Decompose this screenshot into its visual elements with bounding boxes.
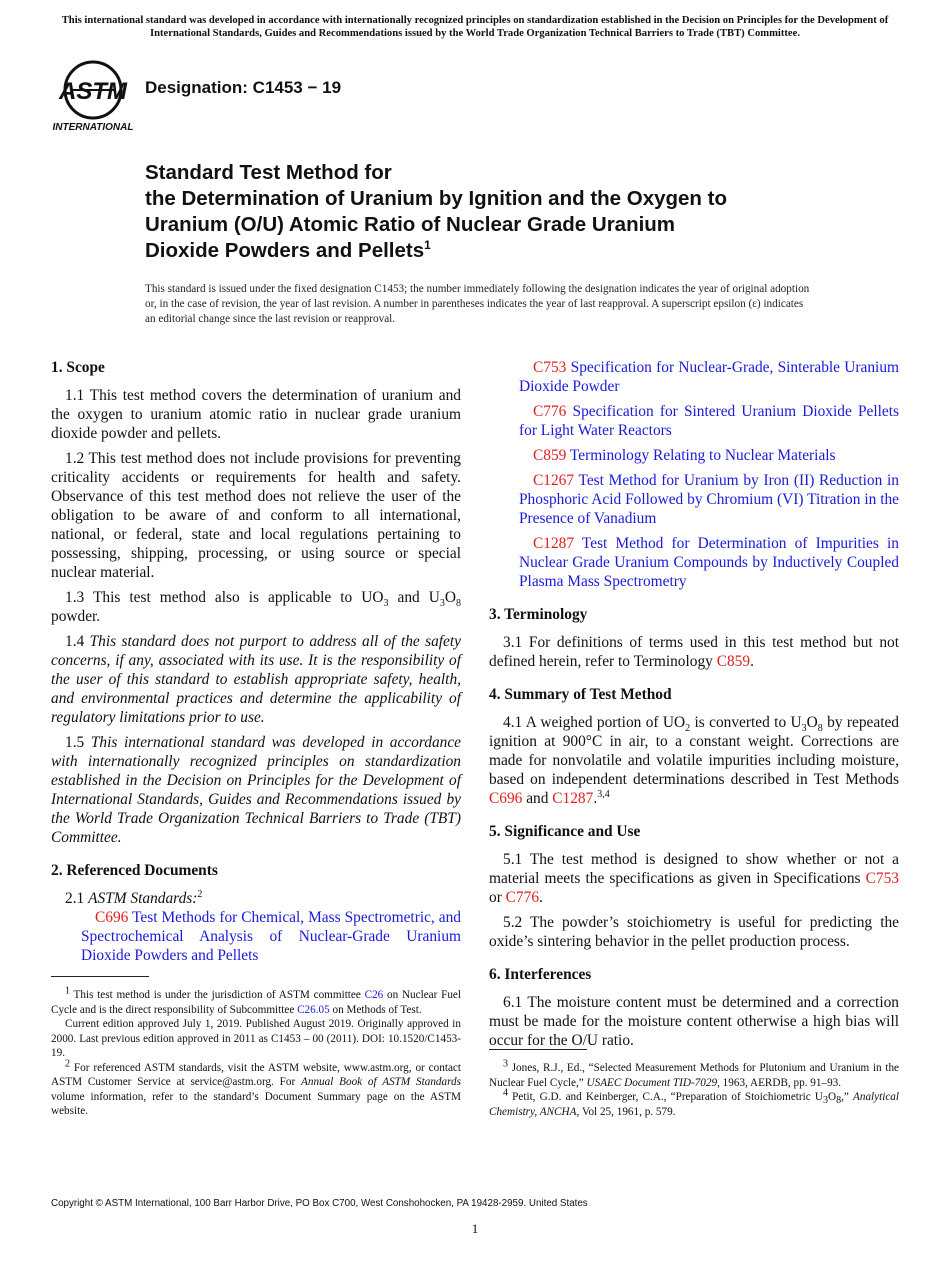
title-line-4-text: Dioxide Powders and Pellets xyxy=(145,239,425,262)
reference-c1267[interactable]: C1267 Test Method for Uranium by Iron (II) Reduction in Phosphoric Acid Followed by Chromium (VI) Titration in the Presence of Vanadium xyxy=(519,472,899,527)
page-number: 1 xyxy=(471,1221,479,1236)
international-standard-notice: This international standard was developed in accordance with internationally recognized principles on standardization established in the Decision on Principles for the Development of International Standards, Guides and Recommendations issued by the World Trade Organization Technical Barriers to Trade (TBT) Committee. xyxy=(61,15,889,39)
link-c696[interactable]: C696 xyxy=(489,790,523,807)
link-c753[interactable]: C753 xyxy=(865,870,899,887)
paragraph-5-2: 5.2 The powder’s stoichiometry is useful for predicting the oxide’s sintering behavior in the pellet production process. xyxy=(489,914,899,950)
title-line-1: Standard Test Method for xyxy=(145,161,392,184)
footnote-1-edition: Current edition approved July 1, 2019. Published August 2019. Originally approved in 2000. Last previous edition approved in 2011 as C1453 – 00 (2011). DOI: 10.1520/C1453-19. xyxy=(51,1018,461,1059)
footnote-2: $^2$ For referenced ASTM standards, visit the ASTM website, www.astm.org, or contact ASTM Customer Service at service@astm.org. For Annual Book of ASTM Standards volume information, refer to the standard’s Document Summary page on the ASTM website. xyxy=(51,1057,461,1117)
footnotes-right xyxy=(489,1058,899,1119)
right-column xyxy=(489,358,899,1056)
reference-c1287[interactable]: C1287 Test Method for Determination of Impurities in Nuclear Grade Uranium Compounds by Inductively Coupled Plasma Mass Spectrometry xyxy=(519,535,899,590)
paragraph-1-5: 1.5 This international standard was developed in accordance with internationally recognized principles on standardization established in the Decision on Principles for the Development of International Standards, Guides and Recommendations issued by the World Trade Organization Technical Barriers to Trade (TBT) Committee. xyxy=(51,734,461,846)
document-title xyxy=(145,160,865,264)
section-heading-interferences: 6. Interferences xyxy=(489,966,592,983)
paragraph-6-1: 6.1 The moisture content must be determined and a correction must be made for the moisture content otherwise a high bias will occur for the O/U ratio. xyxy=(489,994,899,1049)
reference-c753[interactable]: C753 Specification for Nuclear-Grade, Sinterable Uranium Dioxide Powder xyxy=(519,359,899,395)
paragraph-1-2: 1.2 This test method does not include provisions for preventing criticality accidents or requirements for health and safety. Observance of this test method does not relieve the user of the obligation to be aware of and conform to all international, national, or federal, state and local regulations pertaining to possessing, shipping, processing, or using source or special nuclear material. xyxy=(51,450,461,581)
link-c859[interactable]: C859 xyxy=(716,653,751,670)
paragraph-1-3: 1.3 This test method also is applicable to $UO_3$ and $U_3O_8$ powder. xyxy=(51,589,461,625)
section-heading-referenced-documents: 2. Referenced Documents xyxy=(51,862,218,879)
footnote-divider-right xyxy=(489,1049,587,1050)
logo-text: ASTM xyxy=(59,78,127,105)
left-column xyxy=(51,358,461,971)
designation: Designation: C1453 − 19 xyxy=(145,78,342,97)
reference-c859[interactable]: C859 Terminology Relating to Nuclear Materials xyxy=(533,447,836,464)
standard-designation-note: This standard is issued under the fixed designation C1453; the number immediately following the designation indicates the year of original adoption or, in the case of revision, the year of last revision. A number in parentheses indicates the year of last reapproval. A superscript epsilon (ε) indicates an editorial change since the last revision or reapproval. xyxy=(145,283,810,325)
paragraph-4-1: 4.1 A weighed portion of $UO_2$ is converted to $U_3O_8$ by repeated ignition at 900°C in air, to a constant weight. Corrections are made for nonvolatile and volatile impurities including moisture, based on independent determinations described in Test Methods C696 and C1287.$^{3,4}$ xyxy=(489,714,900,807)
link-c1287[interactable]: C1287 xyxy=(552,790,594,807)
section-heading-scope: 1. Scope xyxy=(51,359,105,376)
paragraph-1-1: 1.1 This test method covers the determination of uranium and the oxygen to uranium atomic ratio in nuclear grade uranium dioxide powder and pellets. xyxy=(51,387,461,442)
footnote-divider xyxy=(51,976,149,977)
section-heading-summary: 4. Summary of Test Method xyxy=(489,686,672,703)
title-line-4 xyxy=(145,238,865,264)
title-line-3: Uranium (O/U) Atomic Ratio of Nuclear Grade Uranium xyxy=(145,213,676,236)
astm-logo xyxy=(50,58,136,134)
reference-c776[interactable]: C776 Specification for Sintered Uranium Dioxide Pellets for Light Water Reactors xyxy=(519,403,899,439)
paragraph-2-1: 2.1 ASTM Standards:$^2$ xyxy=(65,888,203,907)
footnotes-left xyxy=(51,985,461,1119)
footnote-link-c26-05[interactable]: C26.05 xyxy=(297,1003,330,1016)
paragraph-5-1: 5.1 The test method is designed to show whether or not a material meets the specifications as given in Specifications C753 or C776. xyxy=(489,851,899,906)
paragraph-1-4: 1.4 This standard does not purport to address all of the safety concerns, if any, associated with its use. It is the responsibility of the user of this standard to establish appropriate safety, health, and environmental practices and determine the applicability of regulatory limitations prior to use. xyxy=(51,633,461,726)
title-footnote-mark: 1 xyxy=(424,238,431,253)
footnote-4: $^4$ Petit, G.D. and Keinberger, C.A., “Preparation of Stoichiometric $U_3O_8$,” Analytical Chemistry, ANCHA, Vol 25, 1961, p. 579. xyxy=(489,1087,899,1118)
footnote-1: $^1$ This test method is under the jurisdiction of ASTM committee C26 on Nuclear Fuel Cycle and is the direct responsibility of Subcommittee C26.05 on Methods of Test. xyxy=(51,985,461,1016)
section-heading-significance: 5. Significance and Use xyxy=(489,823,641,840)
reference-c696[interactable]: C696 Test Methods for Chemical, Mass Spectrometric, and Spectrochemical Analysis of Nuclear-Grade Uranium Dioxide Powders and Pellets xyxy=(81,909,461,964)
paragraph-3-1: 3.1 For definitions of terms used in this test method but not defined herein, refer to Terminology C859. xyxy=(489,634,899,670)
logo-subtext: INTERNATIONAL xyxy=(52,122,134,133)
footnote-link-c26[interactable]: C26 xyxy=(364,989,384,1001)
copyright-notice: Copyright © ASTM International, 100 Barr Harbor Drive, PO Box C700, West Conshohocken, PA 19428-2959. United States xyxy=(51,1198,588,1209)
title-line-2: the Determination of Uranium by Ignition and the Oxygen to xyxy=(145,187,727,210)
section-heading-terminology: 3. Terminology xyxy=(489,606,588,623)
link-c776[interactable]: C776 xyxy=(505,889,540,906)
footnote-3: $^3$ Jones, R.J., Ed., “Selected Measurement Methods for Plutonium and Uranium in the Nuclear Fuel Cycle,” USAEC Document TID-7029, 1963, AERDB, pp. 91–93. xyxy=(489,1058,899,1089)
